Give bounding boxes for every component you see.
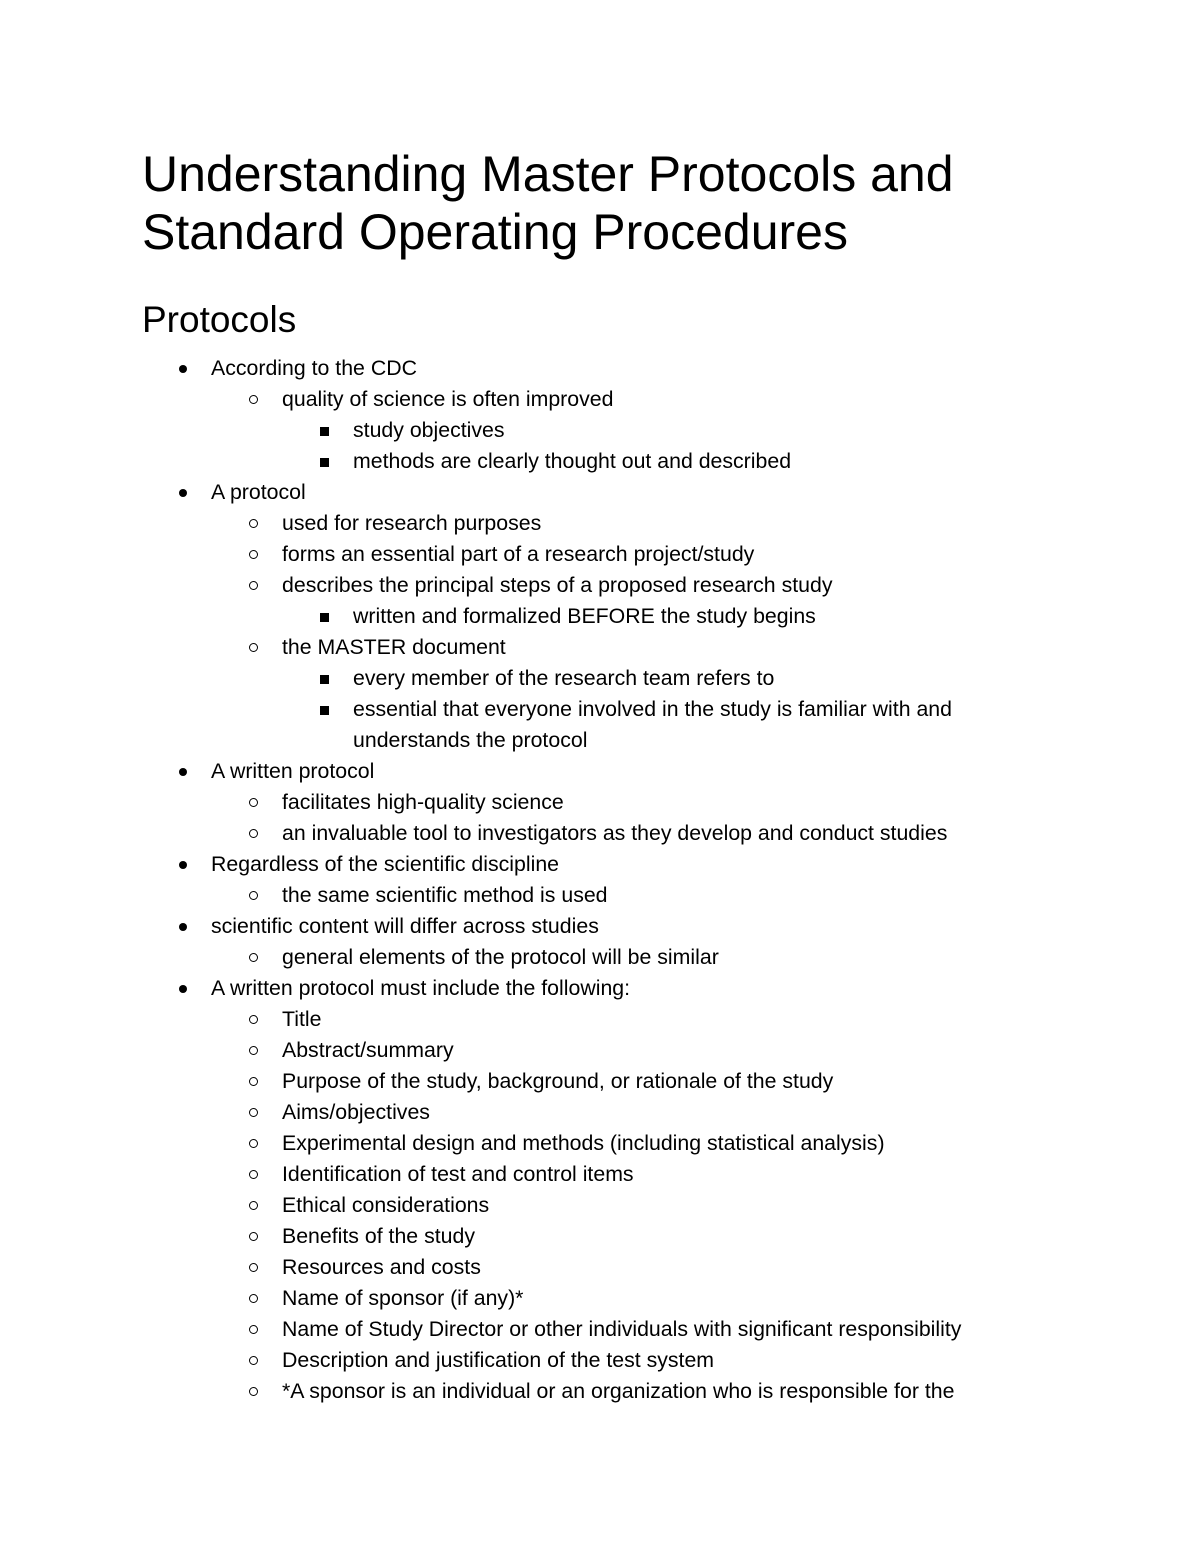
list-item-text: A written protocol must include the following: <box>211 976 631 1000</box>
list-item-text: Regardless of the scientific discipline <box>211 852 560 876</box>
list-item-text: Aims/objectives <box>282 1100 430 1124</box>
list-item <box>0 632 1200 663</box>
list-item-text: forms an essential part of a research project/study <box>282 542 755 566</box>
list-item-text: scientific content will differ across studies <box>211 914 599 938</box>
bullet-disc-icon <box>179 985 187 993</box>
list-item-text: Resources and costs <box>282 1255 481 1279</box>
list-item-text: methods are clearly thought out and described <box>353 449 792 473</box>
bullet-disc-icon <box>179 489 187 497</box>
list-item <box>0 1376 1200 1407</box>
list-item-text: Abstract/summary <box>282 1038 454 1062</box>
bullet-square-icon <box>320 613 329 622</box>
section-heading: Protocols <box>142 299 297 340</box>
bullet-circle-icon <box>249 1139 258 1148</box>
list-item <box>0 880 1200 911</box>
bullet-circle-icon <box>249 1232 258 1241</box>
bullet-square-icon <box>320 706 329 715</box>
list-item <box>0 1004 1200 1035</box>
bullet-circle-icon <box>249 581 258 590</box>
bullet-circle-icon <box>249 1108 258 1117</box>
bullet-circle-icon <box>249 550 258 559</box>
bullet-circle-icon <box>249 1356 258 1365</box>
list-item-text: used for research purposes <box>282 511 542 535</box>
bullet-circle-icon <box>249 1325 258 1334</box>
list-item-text: describes the principal steps of a proposed research study <box>282 573 833 597</box>
bullet-circle-icon <box>249 1294 258 1303</box>
bullet-square-icon <box>320 427 329 436</box>
list-item-text: every member of the research team refers to <box>353 666 775 690</box>
bullet-circle-icon <box>249 395 258 404</box>
list-item <box>0 508 1200 539</box>
list-item <box>0 911 1200 942</box>
bullet-circle-icon <box>249 1387 258 1396</box>
list-item <box>0 1128 1200 1159</box>
bullet-circle-icon <box>249 1077 258 1086</box>
list-item-text: the same scientific method is used <box>282 883 608 907</box>
bullet-circle-icon <box>249 798 258 807</box>
list-item-text: Name of Study Director or other individuals with significant responsibility <box>282 1317 962 1341</box>
bullet-circle-icon <box>249 1263 258 1272</box>
list-item-text: general elements of the protocol will be similar <box>282 945 719 969</box>
list-item-text: facilitates high-quality science <box>282 790 564 814</box>
list-item <box>0 663 1200 694</box>
list-item <box>0 1190 1200 1221</box>
list-item-text: A protocol <box>211 480 306 504</box>
bullet-list <box>0 353 1200 1407</box>
list-item <box>0 1035 1200 1066</box>
list-item <box>0 942 1200 973</box>
list-item-text: quality of science is often improved <box>282 387 614 411</box>
list-item <box>0 1159 1200 1190</box>
bullet-circle-icon <box>249 519 258 528</box>
list-item <box>0 539 1200 570</box>
list-item <box>0 787 1200 818</box>
list-item-text: Ethical considerations <box>282 1193 490 1217</box>
list-item <box>0 756 1200 787</box>
bullet-circle-icon <box>249 1015 258 1024</box>
bullet-square-icon <box>320 458 329 467</box>
list-item-text: Benefits of the study <box>282 1224 475 1248</box>
list-item <box>0 353 1200 384</box>
list-item-text: A written protocol <box>211 759 375 783</box>
bullet-circle-icon <box>249 891 258 900</box>
list-item-text: According to the CDC <box>211 356 417 380</box>
list-item <box>0 1314 1200 1345</box>
list-item <box>0 415 1200 446</box>
bullet-circle-icon <box>249 643 258 652</box>
bullet-circle-icon <box>249 1046 258 1055</box>
list-item-text: Name of sponsor (if any)* <box>282 1286 524 1310</box>
list-item <box>0 477 1200 508</box>
list-item-text: study objectives <box>353 418 505 442</box>
list-item <box>0 1221 1200 1252</box>
bullet-disc-icon <box>179 861 187 869</box>
document-title: Understanding Master Protocols and Standard Operating Procedures <box>142 146 954 260</box>
bullet-circle-icon <box>249 1170 258 1179</box>
list-item <box>0 601 1200 632</box>
list-item <box>0 1097 1200 1128</box>
list-item-text: Identification of test and control items <box>282 1162 634 1186</box>
list-item <box>0 1066 1200 1097</box>
bullet-circle-icon <box>249 953 258 962</box>
list-item-text: Title <box>282 1007 322 1031</box>
bullet-disc-icon <box>179 768 187 776</box>
list-item <box>0 694 1200 756</box>
list-item-text: Experimental design and methods (including statistical analysis) <box>282 1131 885 1155</box>
list-item <box>0 1283 1200 1314</box>
list-item <box>0 384 1200 415</box>
list-item-text: Purpose of the study, background, or rationale of the study <box>282 1069 834 1093</box>
list-item-text: *A sponsor is an individual or an organization who is responsible for the <box>282 1379 955 1403</box>
bullet-disc-icon <box>179 365 187 373</box>
bullet-circle-icon <box>249 1201 258 1210</box>
bullet-disc-icon <box>179 923 187 931</box>
list-item-text: essential that everyone involved in the study is familiar with and understands the protocol <box>353 697 952 752</box>
list-item <box>0 973 1200 1004</box>
list-item <box>0 849 1200 880</box>
list-item <box>0 818 1200 849</box>
list-item <box>0 570 1200 601</box>
list-item-text: written and formalized BEFORE the study begins <box>353 604 816 628</box>
bullet-square-icon <box>320 675 329 684</box>
list-item-text: an invaluable tool to investigators as they develop and conduct studies <box>282 821 948 845</box>
list-item <box>0 446 1200 477</box>
bullet-circle-icon <box>249 829 258 838</box>
list-item <box>0 1252 1200 1283</box>
list-item-text: Description and justification of the test system <box>282 1348 715 1372</box>
list-item <box>0 1345 1200 1376</box>
list-item-text: the MASTER document <box>282 635 506 659</box>
